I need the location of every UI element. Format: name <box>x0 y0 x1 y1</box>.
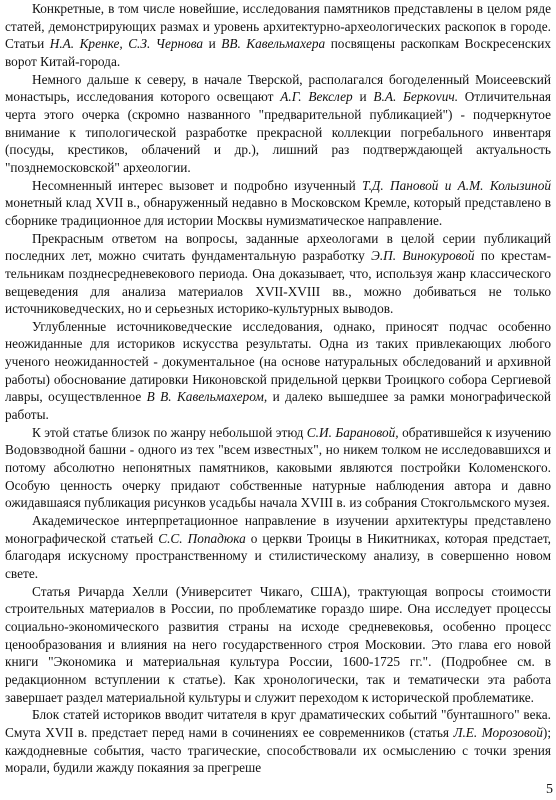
author-name: Э.П. Винокуровой <box>371 248 475 264</box>
author-name: Н.А. Кренке, С.З. Чернова <box>49 36 204 52</box>
paragraph-text: Блок статей историков вводит читателя в круг драматических событий "бунташного" века. Смута XVII в. предстает перед нами в сочинениях ее современников (статья <box>5 707 551 740</box>
paragraph <box>5 706 551 777</box>
paragraph-text: Немного дальше к северу, в начале Тверской, располагался богоделенный Моисеевский монастырь, исследования которого освещают <box>5 71 551 105</box>
paragraph <box>5 177 551 230</box>
paragraph-text: Отличительная черта этого очерка (скромно названного "предварительной публикацией") - подчеркнутое внимание к типологической разработке прекрасной коллекции погребального инвентаря (посуды, крестиков, облачений и др.), лишний раз подтверждающей актуальность "позднемосковской" археологии. <box>5 89 551 175</box>
author-name: ВВ. Кавельмахера <box>221 36 326 52</box>
paragraph <box>5 318 551 424</box>
paragraph-text: Академическое интерпретационное направление в изучении архитектуры представлено монографической статьей <box>5 513 551 546</box>
paragraph-text: обратившейся к изучению Водовзводной башни - одного из тех "всем известных", но никем толком не исследовавшихся и потому абсолютно непонятных памятников, каковыми являются постройки Коломенского. Особую ценность очерку придают собственные натурные наблюдения автора и давно ожидавшаяся публикация рисунков усадьбы начала XVIII в. из собрания Стокгольмского музея. <box>5 424 552 511</box>
author-name: А.Г. Векслер <box>280 89 353 105</box>
paragraph-text: Несомненный интерес вызовет и подробно изученный <box>32 177 363 193</box>
page-number: 5 <box>546 782 553 797</box>
paragraph-text: монетный клад XVII в., обнаруженный недавно в Московском Кремле, который представлено в сборнике традиционное для истории Москвы нумизматическое направление. <box>5 195 551 228</box>
paragraph-text: и <box>352 89 374 105</box>
paragraph <box>5 71 551 177</box>
paragraph-text: и далеко вышедшее за рамки монографической работы. <box>5 389 551 423</box>
paragraph-text: ); каждодневные события, часто трагические, способствовали их осмыслению с точки зрения морали, будили жажду покаяния за прегреше <box>5 724 552 776</box>
paragraph <box>5 230 551 318</box>
paragraph-text: Углубленные источниковедческие исследования, однако, приносят подчас особенно неожиданные для историков искусства результаты. Одна из таких привлекающих любого ученого неожиданностей - документальное (на основе натуральных обследований и архивной работы) обоснование датировки Никоновской придельной церкви Троицкого собора Сергиевой лавры, осуществленное <box>5 318 551 405</box>
paragraph-text: Прекрасным ответом на вопросы, заданные археологами в целой серии публикаций последних лет, можно считать фундаментальную разработку <box>5 230 551 264</box>
author-name: С.С. Попадюка <box>158 530 246 546</box>
document-page <box>5 0 551 800</box>
paragraph-text: К этой статье близок по жанру небольшой этюд <box>32 424 307 440</box>
author-name: С.И. Барановой, <box>306 424 399 440</box>
paragraph <box>5 424 551 512</box>
paragraph-text: и <box>203 36 222 52</box>
paragraph-text: Конкретные, в том числе новейшие, исследования памятников представлены в целом ряде статей, демонстрирующих размах и уровень архитектурно-археологических раскопок в городе. Статьи <box>5 1 551 52</box>
author-name: Т.Д. Пановой и А.М. Колызиной <box>362 177 551 193</box>
paragraph-text: по крестам-тельникам позднесредневекового периода. Она доказывает, что, используя жанр классического вещеведения для анализа материалов XVII-XVIII вв., можно добиваться не только источниковедческих, но и серьезных историко-культурных выводов. <box>5 248 552 317</box>
article-body <box>5 0 551 777</box>
paragraph <box>5 512 551 583</box>
author-name: В В. Кавельмахером, <box>146 389 268 405</box>
paragraph-text: Статья Ричарда Хелли (Университет Чикаго, США), трактующая вопросы стоимости строительных материалов в России, по проблематике гораздо шире. Она исследует процессы социально-экономического развития страны на исходе средневековья, особенно процесс ценообразования и влияния на него государственного строя Московии. Это глава его новой книги "Экономика и материальная культура России, 1600-1725 гг.". (Подробнее см. в редакционном вступлении к статье). Как хронологически, так и тематически эта работа завершает раздел материальной культуры и служит переходом к исторической проблематике. <box>5 583 551 705</box>
paragraph <box>5 583 551 707</box>
paragraph <box>5 0 551 71</box>
paragraph-text: о церкви Троицы в Никитниках, которая предстает, благодаря искусному пространственному и стилистическому анализу, в совершенно новом свете. <box>5 530 551 581</box>
author-name: В.А. Беркоvич. <box>373 89 459 105</box>
paragraph-text: посвящены раскопкам Воскресенских ворот Китай-города. <box>5 36 551 69</box>
author-name: Л.Е. Морозовой <box>453 724 543 740</box>
